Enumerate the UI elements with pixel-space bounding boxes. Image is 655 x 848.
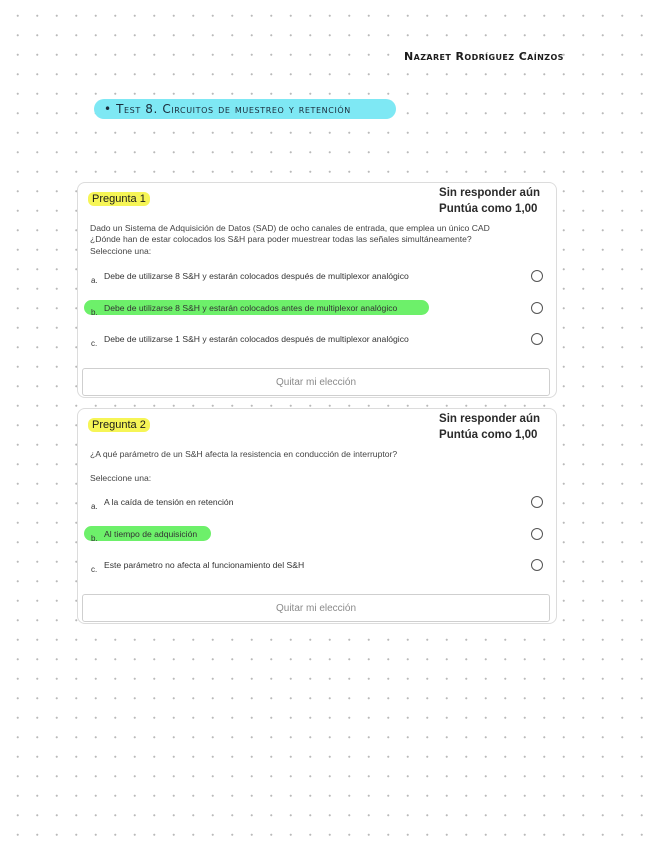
author-name: Nazaret Rodríguez Caínzos xyxy=(404,50,564,63)
option-letter: a. xyxy=(91,276,98,285)
option-text: Debe de utilizarse 1 S&H y estarán colocados después de multiplexor analógico xyxy=(104,334,409,344)
question-1-status-text: Sin responder aún xyxy=(439,187,540,199)
question-2-points: Puntúa como 1,00 xyxy=(439,429,538,441)
question-1-label: Pregunta 1 xyxy=(88,192,150,206)
question-1-points: Puntúa como 1,00 xyxy=(439,203,538,215)
question-2-option-c[interactable] xyxy=(84,560,549,576)
option-letter: a. xyxy=(91,502,98,511)
option-letter: b. xyxy=(91,308,98,317)
question-1-option-b[interactable] xyxy=(84,303,549,319)
question-2-status-text: Sin responder aún xyxy=(439,413,540,425)
clear-choice-button[interactable]: Quitar mi elección xyxy=(82,594,550,622)
option-text: Este parámetro no afecta al funcionamiento del S&H xyxy=(104,560,305,570)
option-text: A la caída de tensión en retención xyxy=(104,497,234,507)
question-2-option-a[interactable] xyxy=(84,497,549,513)
question-card-1 xyxy=(77,182,557,398)
question-card-2 xyxy=(77,408,557,624)
radio-button[interactable] xyxy=(531,559,543,571)
question-2-text: ¿A qué parámetro de un S&H afecta la resistencia en conducción de interruptor? xyxy=(90,449,398,459)
question-1-option-c[interactable] xyxy=(84,334,549,350)
radio-button[interactable] xyxy=(531,270,543,282)
question-2-prompt: Seleccione una: xyxy=(90,473,152,483)
option-letter: b. xyxy=(91,534,98,543)
question-1-option-a[interactable] xyxy=(84,271,549,287)
radio-button[interactable] xyxy=(531,302,543,314)
question-2-label: Pregunta 2 xyxy=(88,418,150,432)
question-1-status xyxy=(439,185,540,217)
option-text: Debe de utilizarse 8 S&H y estarán colocados después de multiplexor analógico xyxy=(104,271,409,281)
clear-choice-button[interactable]: Quitar mi elección xyxy=(82,368,550,396)
question-1-prompt: Seleccione una: xyxy=(90,246,152,256)
test-title-banner xyxy=(94,99,396,119)
question-2-option-b[interactable] xyxy=(84,529,549,545)
question-1-text: Dado un Sistema de Adquisición de Datos (SAD) de ocho canales de entrada, que emplea un único CAD xyxy=(90,223,490,233)
question-2-status xyxy=(439,411,540,443)
radio-button[interactable] xyxy=(531,496,543,508)
option-letter: c. xyxy=(91,339,98,348)
option-text: Al tiempo de adquisición xyxy=(104,529,198,539)
option-letter: c. xyxy=(91,565,98,574)
option-text: Debe de utilizarse 8 S&H y estarán colocados antes de multiplexor analógico xyxy=(104,303,398,313)
radio-button[interactable] xyxy=(531,528,543,540)
test-title: • Test 8. Circuitos de muestreo y retención xyxy=(104,102,351,116)
radio-button[interactable] xyxy=(531,333,543,345)
question-1-text-2: ¿Dónde han de estar colocados los S&H para poder muestrear todas las señales simultáneamente? xyxy=(90,234,472,244)
